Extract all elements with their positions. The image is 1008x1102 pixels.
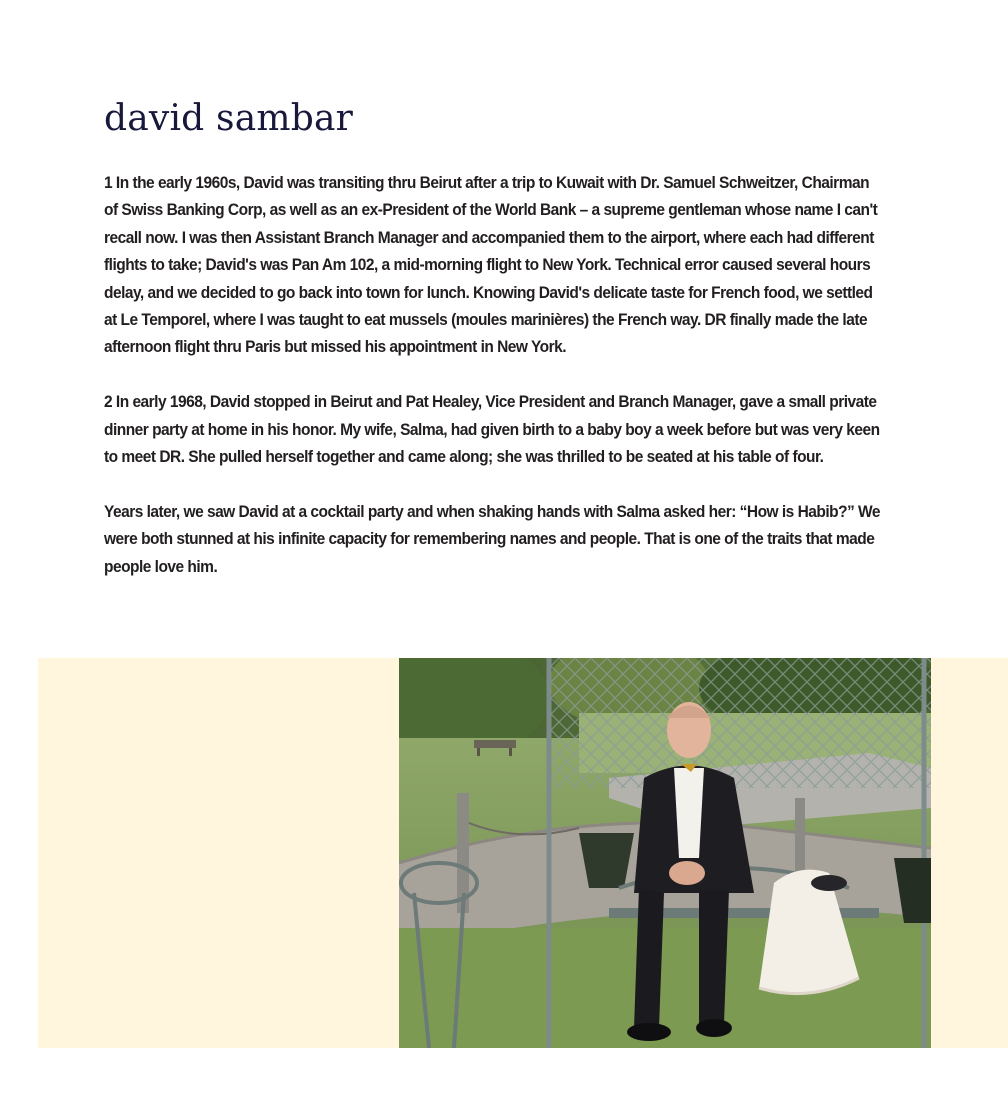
paragraph-1: 1 In the early 1960s, David was transiting thru Beirut after a trip to Kuwait with Dr. Samuel Schweitzer, Chairman of Swiss Banking Corp, as well as an ex-President of the World Bank – a supreme gentleman whose name I can't recall now. I was then Assistant Branch Manager and accompanied them to the airport, where each had different flights to take; David's was Pan Am 102, a mid-morning flight to New York. Technical error caused several hours delay, and we decided to go back into town for lunch. Knowing David's delicate taste for French food, we settled at Le Temporel, where I was taught to eat mussels (moules marinières) the French way. DR finally made the late afternoon flight thru Paris but missed his appointment in New York. [104, 174, 878, 357]
paragraph-2: 2 In early 1968, David stopped in Beirut and Pat Healey, Vice President and Branch Manager, gave a small private dinner party at home in his honor. My wife, Salma, had given birth to a baby boy a week before but was very keen to meet DR. She pulled herself together and came along; she was thrilled to be seated at his table of four. [104, 393, 880, 467]
paragraph-3: Years later, we saw David at a cocktail party and when shaking hands with Salma asked her: “How is Habib?” We were both stunned at his infinite capacity for remembering names and people. That is one of the traits that made people love him. [104, 502, 881, 576]
garden-portrait-photo [399, 658, 931, 1048]
article-body [104, 170, 884, 608]
page-title: david sambar [104, 98, 354, 139]
